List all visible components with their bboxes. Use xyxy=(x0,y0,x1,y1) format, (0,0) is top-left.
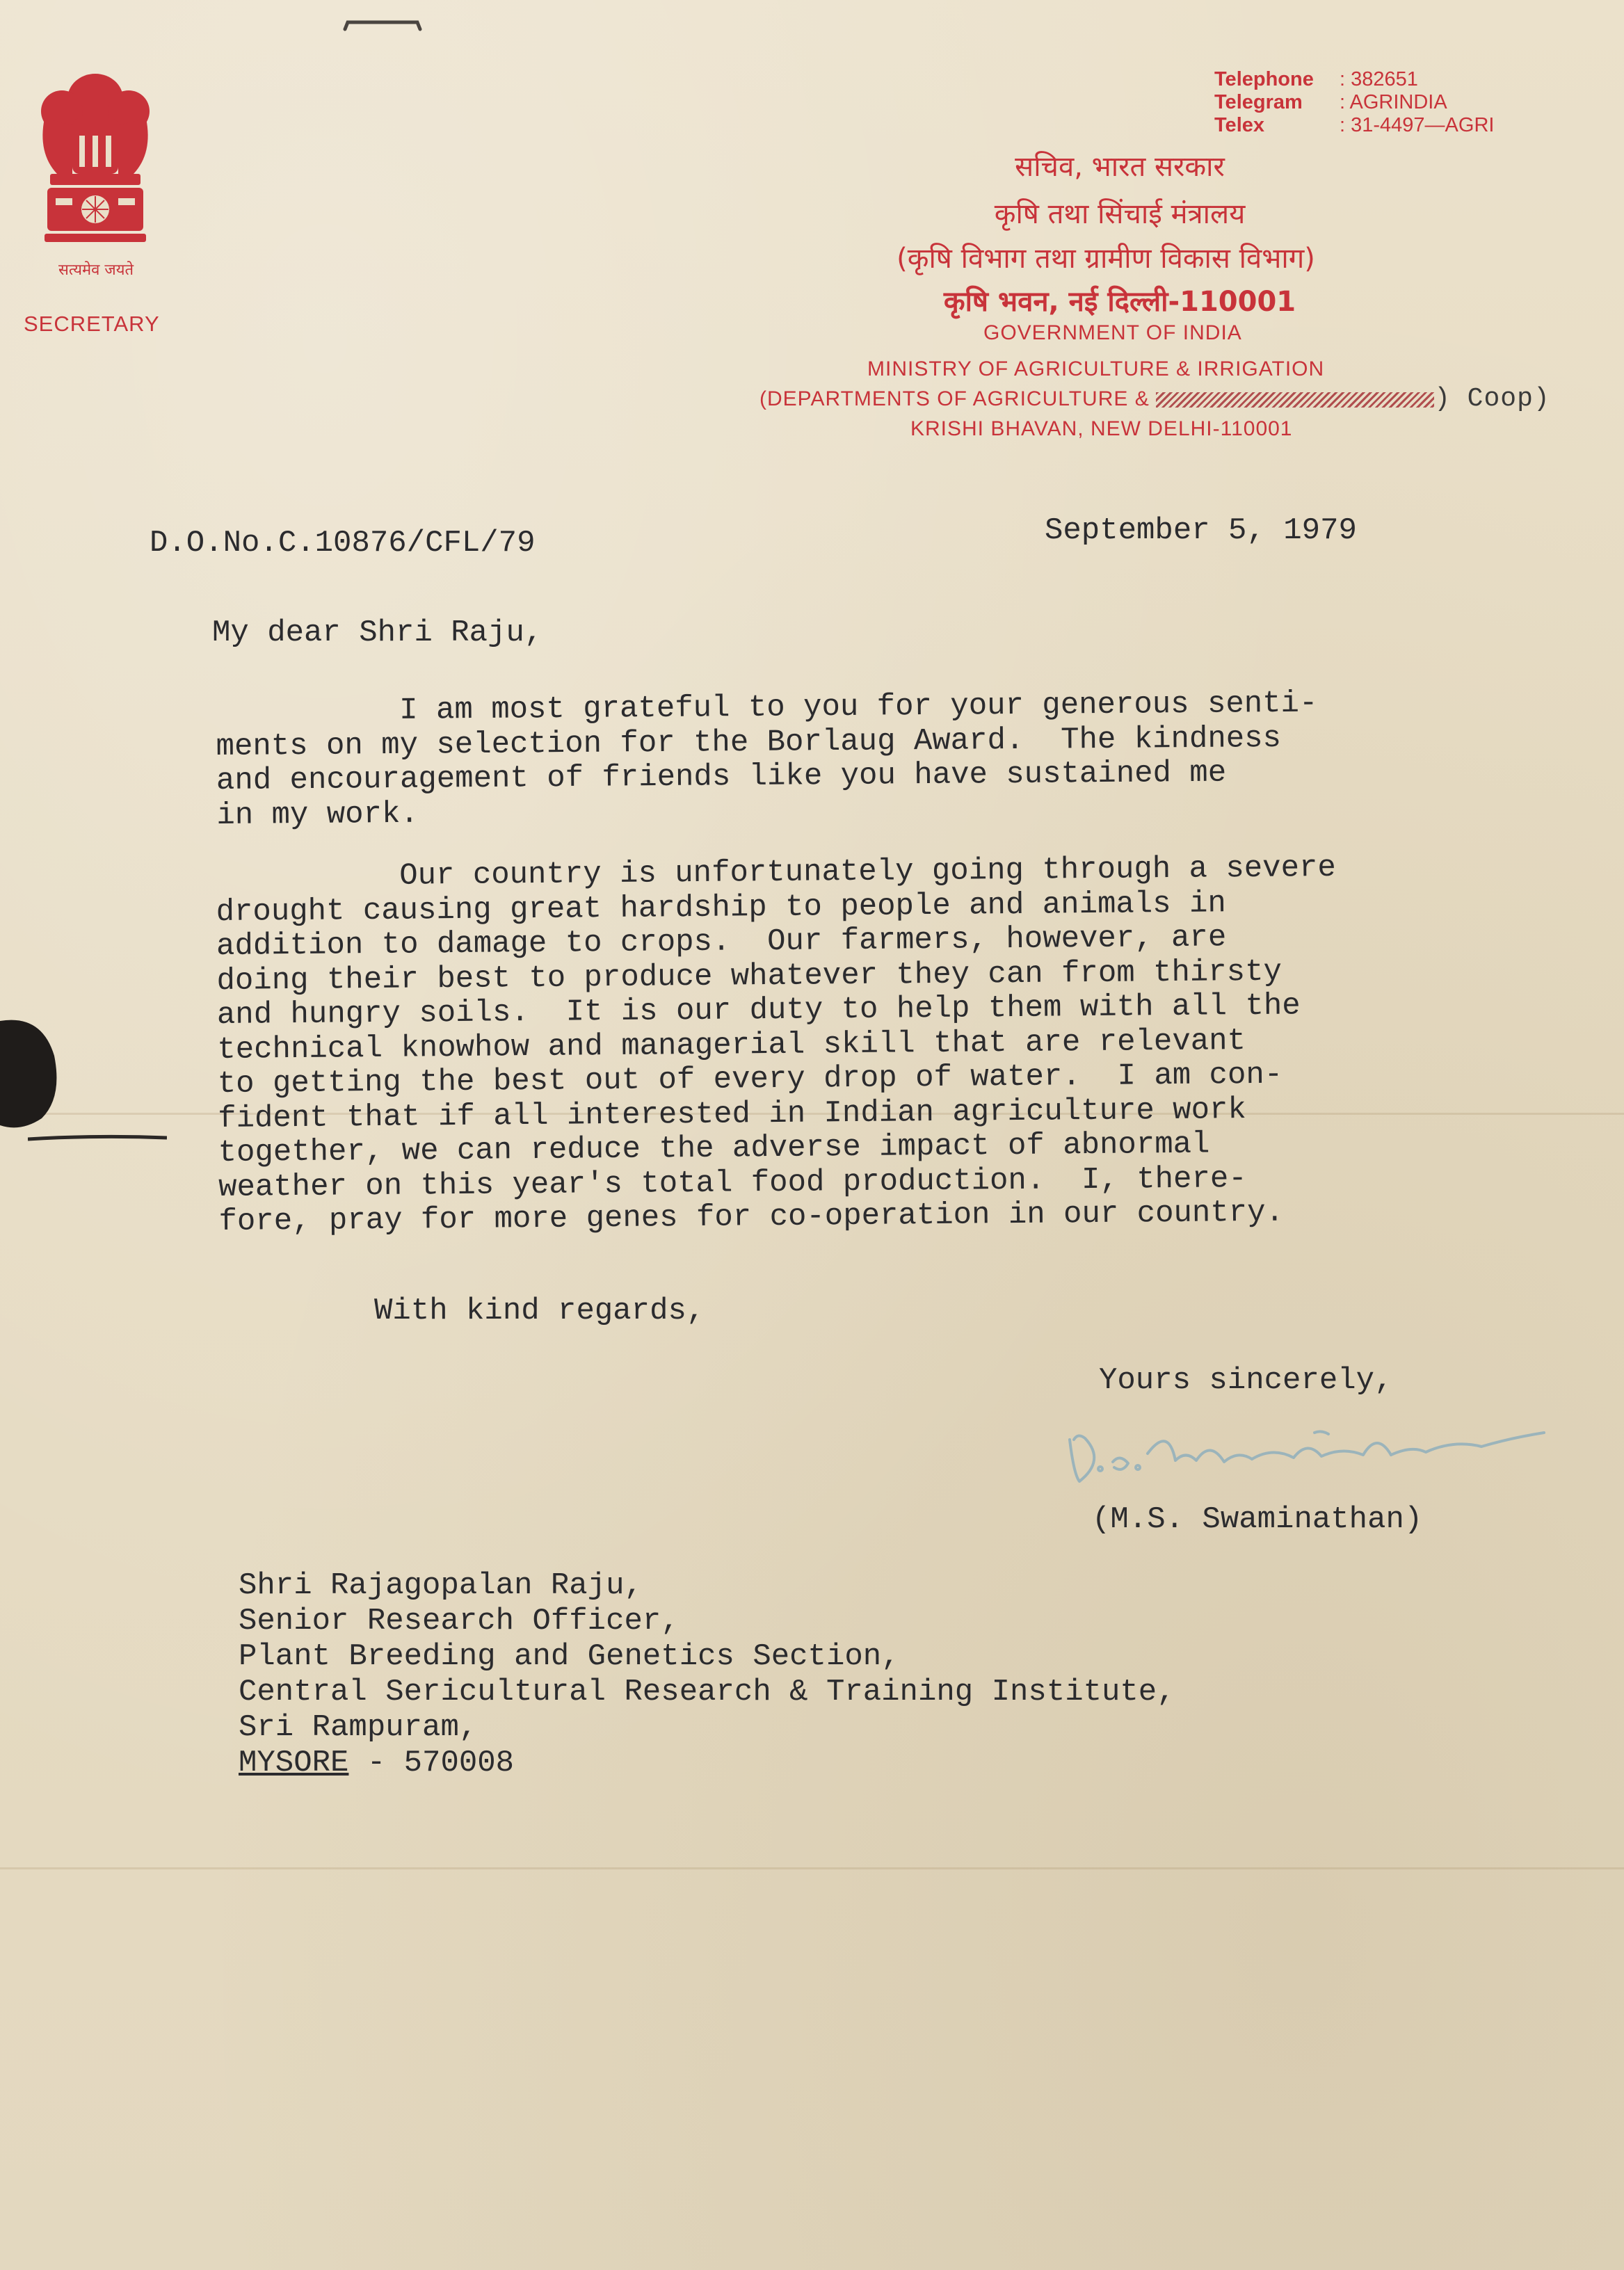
contact-label: Telegram xyxy=(1214,91,1303,113)
recipient-city-line xyxy=(239,1746,1175,1781)
ink-smudge-icon xyxy=(28,1134,167,1143)
handwritten-signature xyxy=(1064,1412,1572,1495)
closing-line: Yours sincerely, xyxy=(1099,1363,1393,1398)
recipient-title: Senior Research Officer, xyxy=(239,1604,680,1639)
paper-fold-line xyxy=(0,1867,1624,1869)
hindi-heading-line: (कृषि विभाग तथा ग्रामीण विकास विभाग) xyxy=(897,243,1315,275)
letter-date: September 5, 1979 xyxy=(1045,513,1357,548)
reference-number: D.O.No.C.10876/CFL/79 xyxy=(150,526,536,561)
contact-value: : 382651 xyxy=(1340,68,1418,90)
departments-suffix: ) Coop) xyxy=(1434,384,1550,414)
body-paragraph-2: Our country is unfortunately going through a severe drought causing great hardship to people and animals in addition to damage to crops. Our farmers, however, are doing their best to produce whatever they can from thirsty and hungry soils. It is our duty to help them with all the technical knowhow and managerial skill that are relevant to getting the best out of every drop of water. I am con- fident that if all interested in Indian agriculture work together, we can reduce the adverse impact of abnormal weather on this year's total food production. I, there- fore, pray for more genes for co-operation in our country. xyxy=(215,850,1337,1239)
letterhead-address: KRISHI BHAVAN, NEW DELHI-110001 xyxy=(910,417,1293,440)
recipient-section: Plant Breeding and Genetics Section, xyxy=(239,1639,900,1674)
lion-capital-emblem-icon xyxy=(31,70,160,278)
hindi-heading-line: कृषि तथा सिंचाई मंत्रालय xyxy=(994,198,1246,230)
contact-value: : 31-4497—AGRI xyxy=(1340,114,1495,136)
body-paragraph-1: I am most grateful to you for your generous senti- ments on my selection for the Borlaug Award. The kindness and encouragement of friends like you have sustained me in my work. xyxy=(215,686,1318,833)
recipient-address xyxy=(239,1568,1175,1781)
contact-block xyxy=(1214,68,1494,137)
contact-row-telegram xyxy=(1214,91,1494,114)
contact-row-telex xyxy=(1214,114,1494,137)
staple-mark-icon xyxy=(342,18,422,33)
ministry-heading: MINISTRY OF AGRICULTURE & IRRIGATION xyxy=(867,357,1325,380)
recipient-institute: Central Sericultural Research & Training Institute, xyxy=(239,1675,1175,1709)
regards-line: With kind regards, xyxy=(374,1294,705,1328)
struck-through-text xyxy=(1156,389,1434,410)
salutation: My dear Shri Raju, xyxy=(212,615,543,650)
recipient-pin: - 570008 xyxy=(348,1746,515,1780)
departments-heading xyxy=(759,384,1550,414)
signer-name: (M.S. Swaminathan) xyxy=(1092,1502,1423,1537)
departments-prefix: (DEPARTMENTS OF AGRICULTURE & xyxy=(759,387,1150,410)
recipient-locality: Sri Rampuram, xyxy=(239,1710,478,1745)
hindi-heading-line: कृषि भवन, नई दिल्ली-110001 xyxy=(943,286,1296,318)
emblem-motto: सत्यमेव जयते xyxy=(58,261,134,279)
government-heading: GOVERNMENT OF INDIA xyxy=(983,321,1242,344)
designation-label: SECRETARY xyxy=(24,312,160,336)
punch-hole-mark-icon xyxy=(0,1014,63,1132)
recipient-name: Shri Rajagopalan Raju, xyxy=(239,1568,643,1603)
hindi-heading-line: सचिव, भारत सरकार xyxy=(1015,151,1225,183)
contact-label: Telex xyxy=(1214,114,1265,136)
contact-value: : AGRINDIA xyxy=(1340,91,1447,113)
contact-label: Telephone xyxy=(1214,68,1314,90)
contact-row-telephone xyxy=(1214,68,1494,91)
recipient-city: MYSORE xyxy=(239,1746,349,1780)
